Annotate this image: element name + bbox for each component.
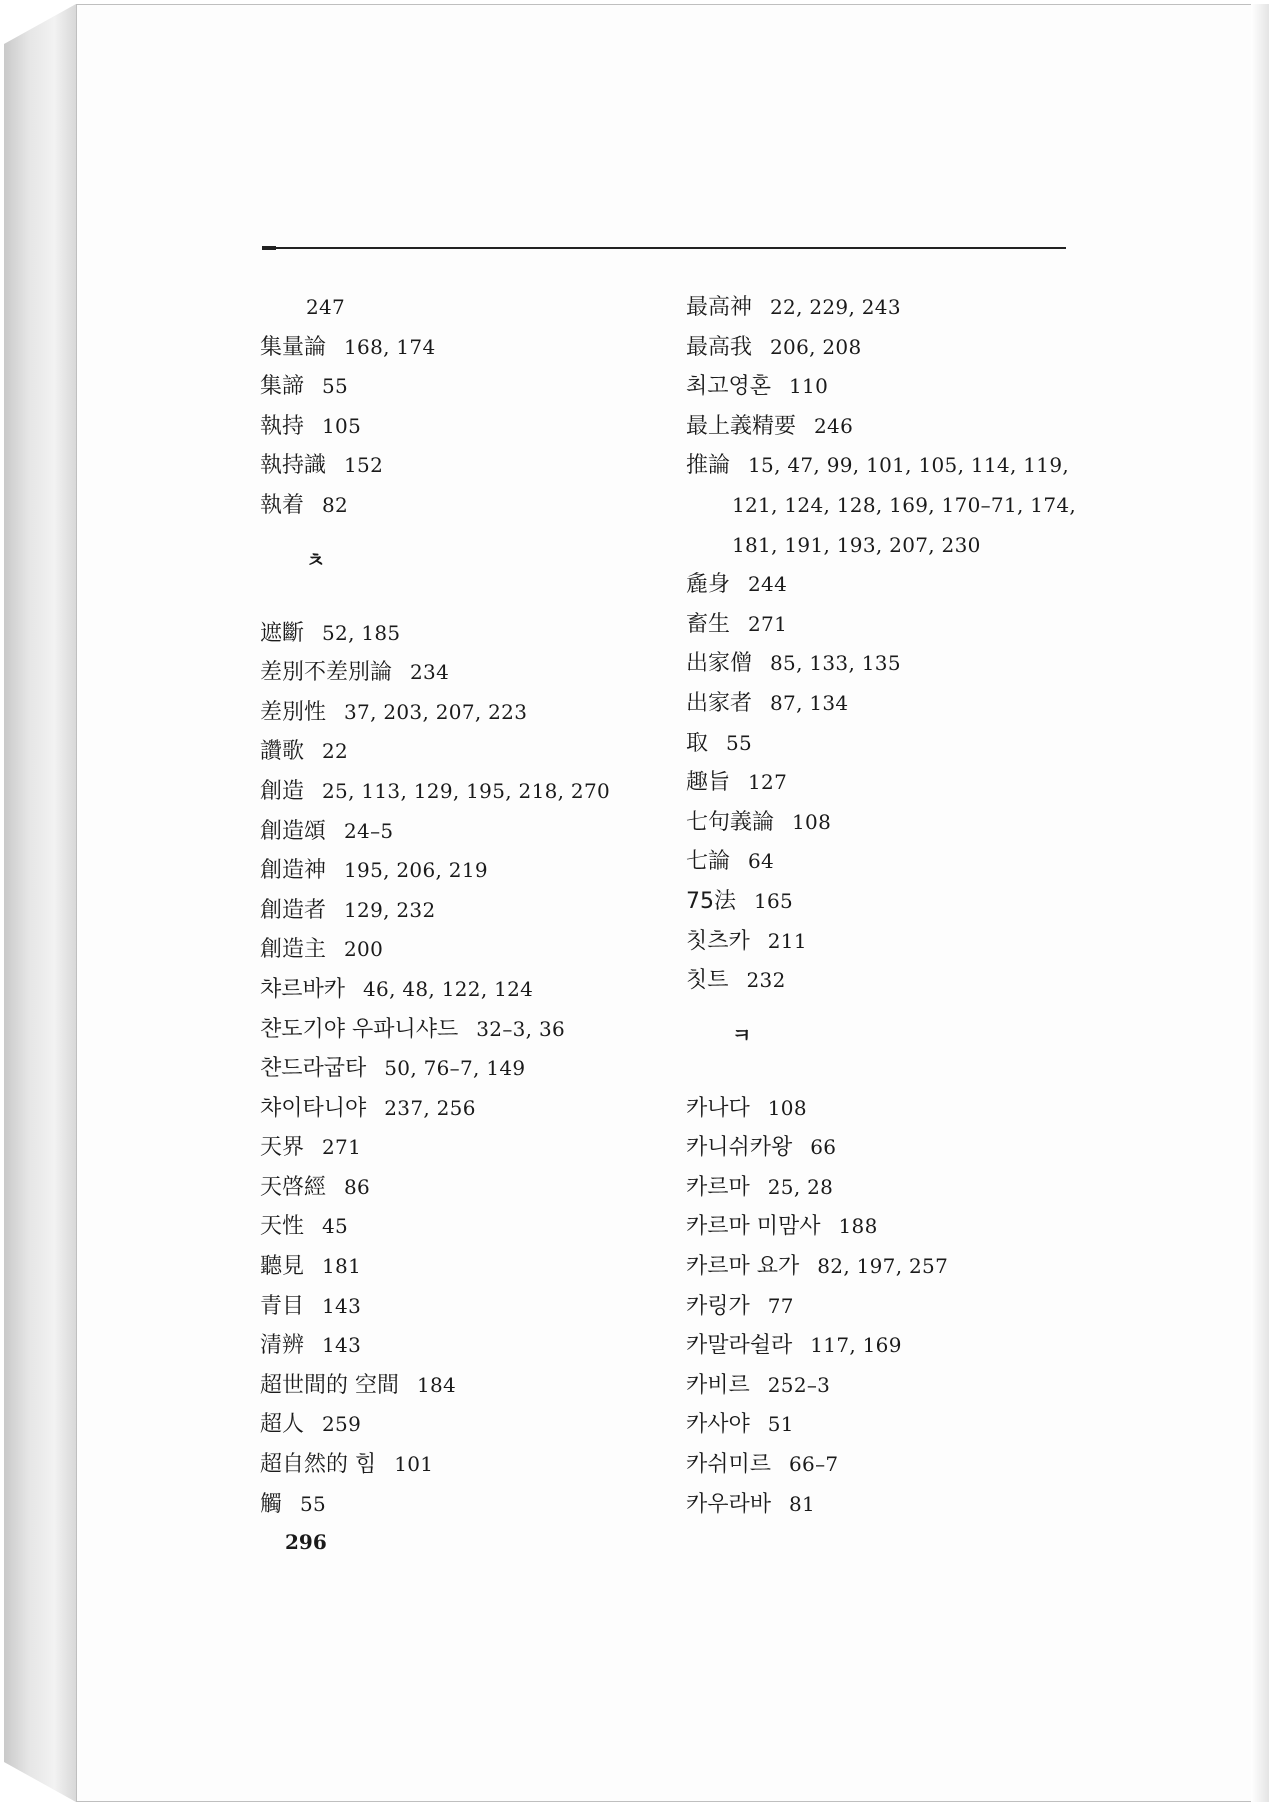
index-page-refs: 181 [322, 1254, 362, 1279]
index-page-refs: 165 [754, 888, 794, 913]
index-page-refs: 108 [767, 1095, 807, 1120]
index-term: 差別性 [260, 699, 327, 725]
index-term: 最上義精要 [686, 413, 797, 439]
index-page-refs: 45 [322, 1214, 349, 1239]
index-entry [686, 1128, 1106, 1168]
index-entry [260, 653, 680, 693]
index-page-refs: 181, 191, 193, 207, 230 [732, 532, 981, 557]
index-page-refs: 211 [767, 928, 807, 953]
index-page-refs: 24–5 [344, 818, 394, 843]
index-term: 카링가 [686, 1293, 750, 1319]
index-entry [686, 1168, 1106, 1208]
index-entry [686, 724, 1106, 764]
index-page-refs: 82, 197, 257 [817, 1254, 949, 1279]
index-term: 取 [686, 730, 709, 756]
index-term: 超人 [260, 1412, 305, 1438]
index-page-refs: 188 [838, 1214, 878, 1239]
index-term: 超自然的 힘 [260, 1452, 377, 1478]
index-entry [260, 1405, 680, 1445]
index-term: 카르마 요가 [686, 1254, 800, 1280]
index-page-refs: 129, 232 [344, 897, 436, 922]
index-term: 챠이타니야 [260, 1095, 367, 1121]
index-term: 七句義論 [686, 809, 775, 835]
index-page-refs: 85, 133, 135 [770, 651, 901, 676]
index-entry [686, 644, 1106, 684]
index-entry [260, 1207, 680, 1247]
index-page-refs: 232 [746, 968, 786, 993]
index-page-refs: 108 [792, 809, 832, 834]
index-term: 카사야 [686, 1412, 750, 1438]
index-term: 出家者 [686, 690, 753, 716]
index-page-refs: 86 [344, 1174, 371, 1199]
index-page-refs: 252–3 [767, 1372, 831, 1397]
index-term: 創造者 [260, 897, 327, 923]
index-page-refs: 55 [322, 374, 349, 399]
section-heading: ㅋ [732, 1022, 752, 1047]
index-page-refs: 101 [394, 1452, 434, 1477]
index-term: 觸 [260, 1491, 283, 1517]
index-entry [686, 1089, 1106, 1129]
index-page-refs: 110 [789, 374, 829, 399]
index-page-refs: 66 [810, 1135, 837, 1160]
index-entry [260, 1445, 680, 1485]
index-page-refs: 37, 203, 207, 223 [344, 699, 528, 724]
index-entry [260, 328, 680, 368]
index-entry [260, 1247, 680, 1287]
index-page-refs: 143 [322, 1293, 362, 1318]
index-entry [260, 367, 680, 407]
index-page-refs: 51 [767, 1412, 794, 1437]
index-term: 카쉬미르 [686, 1452, 772, 1478]
index-page-refs: 64 [748, 849, 775, 874]
index-page-refs: 152 [344, 453, 384, 478]
index-page-refs: 81 [789, 1491, 816, 1516]
index-page-refs: 237, 256 [384, 1095, 476, 1120]
index-entry [686, 803, 1106, 843]
index-page-refs: 206, 208 [770, 334, 862, 359]
index-page-refs: 168, 174 [344, 334, 436, 359]
index-page-refs: 246 [814, 413, 854, 438]
index-term: 챠르바카 [260, 976, 346, 1002]
index-entry [686, 605, 1106, 645]
index-entry [260, 891, 680, 931]
index-page-refs: 50, 76–7, 149 [384, 1056, 526, 1081]
index-entry [260, 1128, 680, 1168]
index-term: 出家僧 [686, 651, 753, 677]
index-term: 執着 [260, 492, 305, 518]
index-term: 카르마 미맘사 [686, 1214, 821, 1240]
index-entry [686, 1287, 1106, 1327]
index-term: 集諦 [260, 374, 305, 400]
index-term: 챤드라굽타 [260, 1056, 367, 1082]
index-entry [686, 1207, 1106, 1247]
index-term: 讚歌 [260, 739, 305, 765]
index-entry [686, 288, 1106, 328]
index-term: 칫트 [686, 968, 729, 994]
index-entry [686, 446, 1106, 486]
index-entry [686, 1326, 1106, 1366]
index-entry [686, 1247, 1106, 1287]
index-entry [260, 812, 680, 852]
index-entry-continuation [686, 486, 1106, 526]
index-entry [686, 407, 1106, 447]
index-entry [686, 1405, 1106, 1445]
header-rule [266, 247, 1066, 249]
page-number: 296 [285, 1530, 327, 1554]
index-page-refs: 127 [748, 770, 788, 795]
index-page-refs: 25, 28 [767, 1174, 834, 1199]
index-term: 遮斷 [260, 620, 305, 646]
index-page-refs: 271 [748, 611, 788, 636]
index-entry [260, 1089, 680, 1129]
index-term: 七論 [686, 849, 731, 875]
index-entry [260, 930, 680, 970]
book-spine [4, 4, 76, 1802]
section-heading: ㅊ [306, 547, 326, 572]
index-page-refs: 117, 169 [810, 1333, 902, 1358]
index-column-left [260, 288, 680, 1524]
index-entry [686, 961, 1106, 1001]
index-term: 최고영혼 [686, 374, 772, 400]
index-term: 創造 [260, 778, 305, 804]
index-entry [260, 970, 680, 1010]
index-page-refs: 195, 206, 219 [344, 858, 488, 883]
index-term: 最高我 [686, 334, 753, 360]
index-entry [260, 1287, 680, 1327]
index-page-refs: 22, 229, 243 [770, 295, 901, 319]
index-term: 超世間的 空間 [260, 1372, 399, 1398]
index-entry [260, 614, 680, 654]
index-page-refs: 15, 47, 99, 101, 105, 114, 119, [748, 453, 1070, 478]
index-entry [260, 732, 680, 772]
page-edge [1251, 4, 1269, 1802]
index-page-refs: 234 [410, 660, 450, 685]
index-entry [686, 763, 1106, 803]
index-term: 清辨 [260, 1333, 305, 1359]
index-term: 카비르 [686, 1372, 750, 1398]
index-term: 75法 [686, 888, 736, 914]
index-term: 天性 [260, 1214, 305, 1240]
index-entry [686, 684, 1106, 724]
index-page-refs: 22 [322, 739, 349, 764]
index-entry [686, 1366, 1106, 1406]
index-entry [260, 446, 680, 486]
index-term: 最高神 [686, 295, 753, 320]
index-page-refs: 121, 124, 128, 169, 170–71, 174, [732, 492, 1077, 517]
index-entry [260, 693, 680, 733]
index-term: 카니쉬카왕 [686, 1135, 793, 1161]
index-entry [260, 1168, 680, 1208]
index-page-refs: 66–7 [789, 1452, 839, 1477]
index-page-refs: 105 [322, 413, 362, 438]
index-term: 創造頌 [260, 818, 327, 844]
index-page-refs: 55 [300, 1491, 327, 1516]
index-entry [686, 1445, 1106, 1485]
index-page-refs: 87, 134 [770, 690, 849, 715]
index-page-refs: 200 [344, 937, 384, 962]
index-entry [686, 1485, 1106, 1525]
index-term: 集量論 [260, 334, 327, 360]
index-entry [686, 367, 1106, 407]
index-term: 執持 [260, 413, 305, 439]
index-term: 카말라쉴라 [686, 1333, 793, 1359]
index-term: 카나다 [686, 1095, 750, 1121]
index-term: 天界 [260, 1135, 305, 1161]
index-page-refs: 25, 113, 129, 195, 218, 270 [322, 778, 611, 803]
index-term: 創造主 [260, 937, 327, 963]
index-column-right [686, 288, 1106, 1524]
index-entry [260, 1010, 680, 1050]
index-term: 天啓經 [260, 1174, 327, 1200]
index-term: 카르마 [686, 1174, 750, 1200]
index-entry [686, 922, 1106, 962]
index-entry [260, 1366, 680, 1406]
index-term: 麁身 [686, 572, 731, 598]
index-entry [260, 1049, 680, 1089]
index-entry [260, 851, 680, 891]
index-term: 카우라바 [686, 1491, 772, 1517]
index-page-refs: 55 [726, 730, 753, 755]
index-term: 칫츠카 [686, 928, 750, 954]
index-entry-continuation [260, 288, 680, 328]
index-page-refs: 259 [322, 1412, 362, 1437]
index-entry [686, 328, 1106, 368]
index-entry [260, 772, 680, 812]
index-page-refs: 82 [322, 492, 349, 517]
index-page-refs: 46, 48, 122, 124 [363, 976, 534, 1001]
index-page-refs: 184 [417, 1372, 457, 1397]
index-term: 趣旨 [686, 770, 731, 796]
index-term: 聽見 [260, 1254, 305, 1280]
index-entry [686, 842, 1106, 882]
index-term: 畜生 [686, 611, 731, 637]
index-entry-continuation [686, 526, 1106, 566]
index-entry [260, 486, 680, 526]
index-page-refs: 244 [748, 572, 788, 597]
index-page-refs: 32–3, 36 [476, 1016, 566, 1041]
index-page-refs: 271 [322, 1135, 362, 1160]
index-entry [686, 565, 1106, 605]
index-entry [260, 407, 680, 447]
index-term: 執持識 [260, 453, 327, 479]
index-term: 推論 [686, 453, 731, 479]
index-entry [260, 1326, 680, 1366]
index-entry [686, 882, 1106, 922]
index-term: 差別不差別論 [260, 660, 393, 686]
index-term: 챤도기야 우파니샤드 [260, 1016, 459, 1042]
index-term: 青目 [260, 1293, 305, 1319]
index-page-refs: 247 [306, 295, 346, 319]
index-page-refs: 143 [322, 1333, 362, 1358]
index-term: 創造神 [260, 858, 327, 884]
index-page-refs: 52, 185 [322, 620, 401, 645]
index-entry [260, 1485, 680, 1525]
index-page-refs: 77 [767, 1293, 794, 1318]
